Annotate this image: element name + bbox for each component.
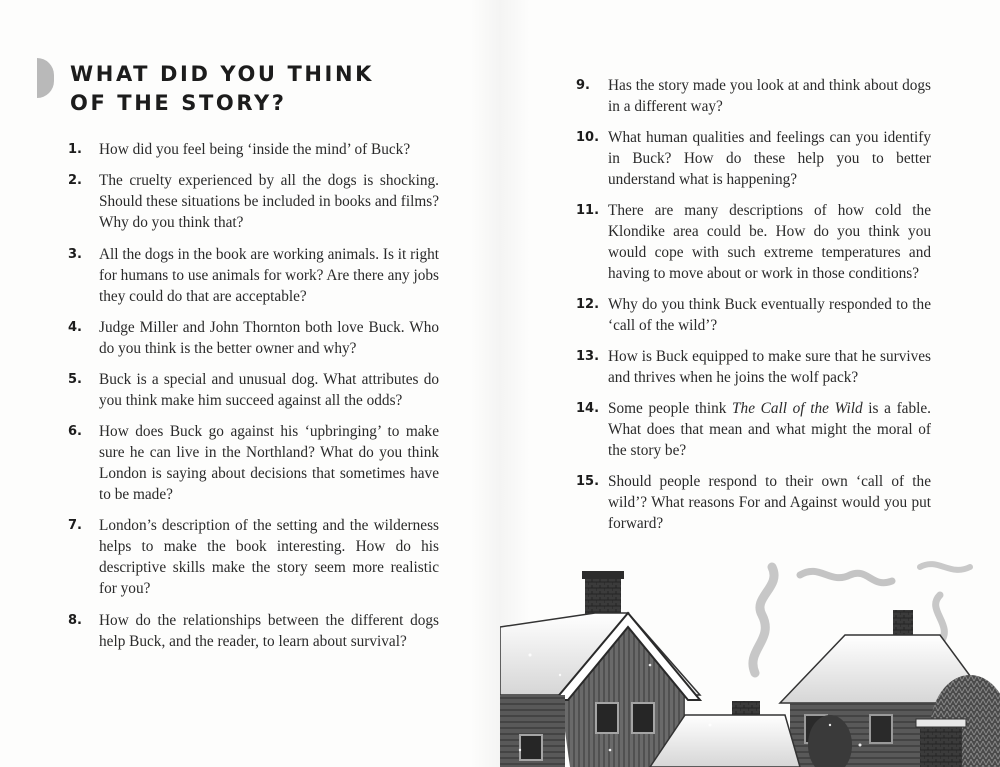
question-text: Buck is a special and unusual dog. What attributes do you think make him succeed against all the odds? <box>99 371 439 409</box>
page-title <box>70 60 374 118</box>
question-number: 8. <box>68 613 82 628</box>
book-title: The Call of the Wild <box>732 400 863 417</box>
question-number: 7. <box>68 518 82 533</box>
question-text: All the dogs in the book are working animals. Is it right for humans to use animals for work? Are there any jobs they could do that are acceptable? <box>99 246 439 305</box>
question-number: 5. <box>68 372 82 387</box>
question-text: The cruelty experienced by all the dogs is shocking. Should these situations be included in books and films? Why do you think that? <box>99 172 439 231</box>
right-page <box>500 0 1000 767</box>
question-number: 15. <box>576 474 600 489</box>
title-line-1: WHAT DID YOU THINK <box>70 62 375 86</box>
question-text: How is Buck equipped to make sure that he survives and thrives when he joins the wolf pack? <box>608 348 931 386</box>
question-text: How do the relationships between the different dogs help Buck, and the reader, to learn about survival? <box>99 612 439 650</box>
question-number: 2. <box>68 173 82 188</box>
question-text: How does Buck go against his ‘upbringing’ to make sure he can live in the Northland? What do you think London is saying about decisions that sometimes have to be made? <box>99 423 439 503</box>
question-text: Has the story made you look at and think about dogs in a different way? <box>608 77 931 115</box>
chimney-front-right <box>916 719 966 767</box>
text-segment: is a fable. What does that mean and what might the moral of the story be? <box>608 400 931 459</box>
question-number: 1. <box>68 142 82 157</box>
question-text: Judge Miller and John Thornton both love Buck. Who do you think is the better owner and why? <box>99 319 439 357</box>
question-number: 10. <box>576 130 600 145</box>
question-number: 11. <box>576 203 600 218</box>
question-number: 9. <box>576 78 590 93</box>
text-segment: Some people think <box>608 400 733 417</box>
question-number: 13. <box>576 349 600 364</box>
question-number: 3. <box>68 247 82 262</box>
question-text: How did you feel being ‘inside the mind’ of Buck? <box>99 141 411 158</box>
question-text: London’s description of the setting and the wilderness helps to make the book interesting. How do his descriptive skills make the story seem more realistic for you? <box>99 517 439 597</box>
title-line-2: OF THE STORY? <box>70 91 287 115</box>
question-number: 4. <box>68 320 82 335</box>
question-text: Should people respond to their own ‘call of the wild’? What reasons For and Against would you put forward? <box>608 473 931 532</box>
question-text: What human qualities and feelings can you identify in Buck? How do these help you to better understand what is happening? <box>608 129 931 188</box>
question-text: There are many descriptions of how cold the Klondike area could be. How do you think you would cope with such extreme temperatures and having to move about or work in those conditions? <box>608 202 931 282</box>
chapter-tab-marker <box>37 58 54 98</box>
question-text: Why do you think Buck eventually responded to the ‘call of the wild’? <box>608 296 931 334</box>
question-text <box>608 398 931 461</box>
question-number: 14. <box>576 401 600 416</box>
question-number: 6. <box>68 424 82 439</box>
snowy-village-illustration <box>500 555 1000 767</box>
question-number: 12. <box>576 297 600 312</box>
